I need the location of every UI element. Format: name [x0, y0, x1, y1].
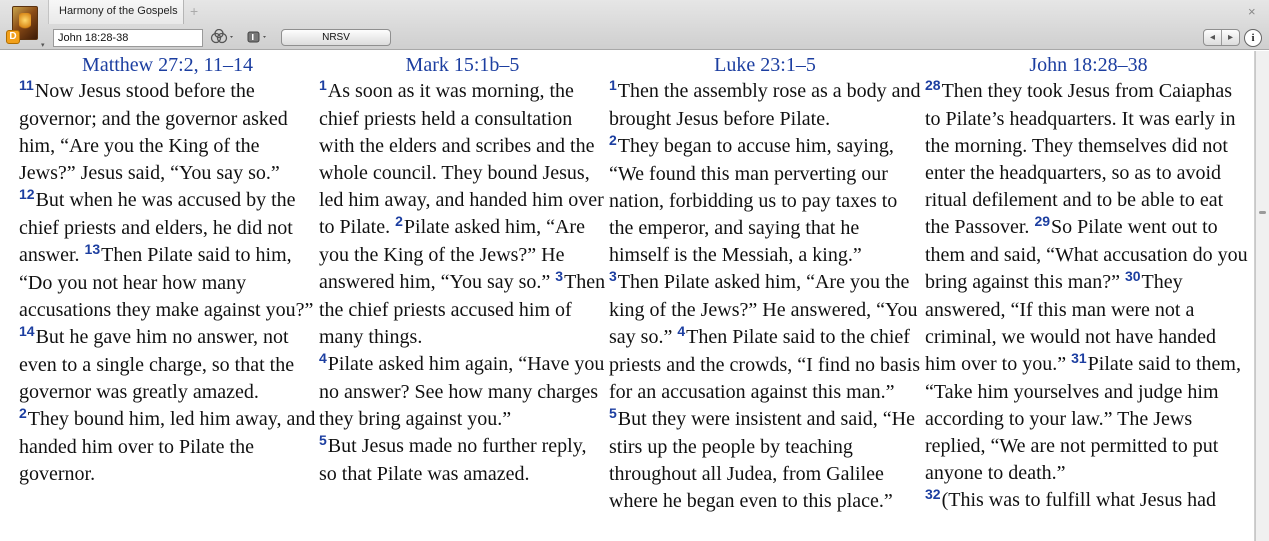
verse-text: Pilate asked him, “Are you the King of the Jews?” He answered him, “You say so.” [319, 216, 585, 293]
history-nav [1203, 29, 1240, 46]
verse-number[interactable]: 3 [609, 268, 617, 284]
verse-number[interactable]: 12 [19, 186, 35, 202]
verse-text: Pilate asked him again, “Have you no answer? See how many charges they bring against you.” [319, 353, 605, 430]
column-heading[interactable]: Mark 15:1b–5 [405, 54, 520, 76]
verse-text: Then they took Jesus from Caiaphas to Pilate’s headquarters. It was early in the morning. They themselves did not enter the headquarters, so as to avoid ritual defilement and to be able to eat the Passover. [925, 80, 1236, 238]
verse-number[interactable]: 32 [925, 486, 941, 502]
app-menu-button[interactable] [4, 3, 45, 49]
verse-text: Then Pilate asked him, “Are you the king of the Jews?” He answered, “You say so.” [609, 271, 918, 348]
parallel-text-panel [0, 51, 1255, 541]
gospel-column-mark [319, 53, 606, 488]
verse-number[interactable]: 4 [677, 323, 686, 339]
column-heading[interactable]: Matthew 27:2, 11–14 [82, 54, 253, 76]
verse-number[interactable]: 30 [1124, 268, 1141, 284]
column-heading[interactable]: John 18:28–38 [1029, 54, 1148, 76]
verse-text: (This was to fulfill what Jesus had [941, 489, 1216, 511]
app-badge-icon: D [6, 30, 20, 44]
verse-text: But they were insistent and said, “He stirs up the people by teaching throughout all Judea, from Galilee where he began even to this place.” [609, 408, 915, 512]
top-toolbar [0, 0, 1269, 50]
gospel-column-luke [609, 53, 921, 515]
verse-text: But Jesus made no further reply, so that Pilate was amazed. [319, 435, 587, 485]
verse-number[interactable]: 29 [1034, 213, 1051, 229]
gospel-column-john [925, 53, 1252, 515]
verse-number[interactable]: 3 [555, 268, 564, 284]
column-heading[interactable]: Luke 23:1–5 [714, 54, 816, 76]
verse-number[interactable]: 2 [609, 132, 617, 148]
chevron-down-icon: ▾ [41, 42, 45, 49]
gospel-column-matthew [19, 53, 316, 488]
back-button[interactable]: ◂ [1209, 32, 1216, 43]
verse-text: But when he was accused by the chief priests and elders, he did not answer. [19, 189, 296, 266]
verse-text: Then the chief priests accused him of many things. [319, 271, 606, 348]
forward-button[interactable]: ▸ [1221, 30, 1239, 45]
verse-text: They began to accuse him, saying, “We found this man perverting our nation, forbidding us to pay taxes to the emperor, and saying that he himself is the Messiah, a king.” [609, 135, 898, 266]
verse-number[interactable]: 2 [19, 405, 27, 421]
info-button[interactable]: i [1244, 29, 1262, 47]
verse-text: They answered, “If this man were not a criminal, we would not have handed him over to you.” [925, 271, 1217, 375]
verse-number[interactable]: 1 [609, 77, 617, 93]
link-icon[interactable] [210, 29, 236, 47]
verse-text: Now Jesus stood before the governor; and the governor asked him, “Are you the King of the Jews?” Jesus said, “You say so.” [19, 80, 288, 184]
column-body [19, 78, 316, 488]
verse-number[interactable]: 5 [609, 405, 617, 421]
verse-number[interactable]: 28 [925, 77, 941, 93]
verse-number[interactable]: 4 [319, 350, 327, 366]
version-button[interactable]: NRSV [281, 29, 391, 46]
verse-number[interactable]: 11 [19, 77, 34, 93]
column-body [319, 78, 606, 488]
verse-number[interactable]: 13 [84, 241, 101, 257]
verse-text: Then the assembly rose as a body and brought Jesus before Pilate. [609, 80, 921, 130]
verse-text: Then Pilate said to the chief priests and the crowds, “I find no basis for an accusation against this man.” [609, 326, 921, 403]
reference-input[interactable] [53, 29, 203, 47]
verse-text: Then Pilate said to him, “Do you not hear how many accusations they make against you?” [19, 244, 314, 321]
column-body [609, 78, 921, 515]
verse-number[interactable]: 14 [19, 323, 35, 339]
tab-harmony-of-the-gospels[interactable]: Harmony of the Gospels [48, 0, 184, 24]
verse-number[interactable]: 31 [1071, 350, 1087, 366]
verse-text: But he gave him no answer, not even to a single charge, so that the governor was greatly amazed. [19, 326, 295, 403]
verse-text: They bound him, led him away, and handed him over to Pilate the governor. [19, 408, 316, 485]
verse-number[interactable]: 2 [395, 213, 403, 229]
add-tab-icon[interactable]: + [190, 3, 199, 19]
verse-number[interactable]: 5 [319, 432, 327, 448]
scrollbar-thumb[interactable] [1259, 211, 1266, 214]
verse-number[interactable]: 1 [319, 77, 327, 93]
panel-icon[interactable] [246, 29, 272, 47]
verse-text: As soon as it was morning, the chief priests held a consultation with the elders and scribes and the whole council. They bound Jesus, led him away, and handed him over to Pilate. [319, 80, 604, 238]
verse-text: Pilate said to them, “Take him yourselves and judge him according to your law.” The Jews replied, “We are not permitted to put anyone to death.” [925, 353, 1241, 484]
verse-text: So Pilate went out to them and said, “What accusation do you bring against this man?” [925, 216, 1248, 293]
vertical-scrollbar[interactable] [1255, 51, 1269, 541]
column-body [925, 78, 1252, 515]
close-icon[interactable]: × [1248, 4, 1256, 19]
